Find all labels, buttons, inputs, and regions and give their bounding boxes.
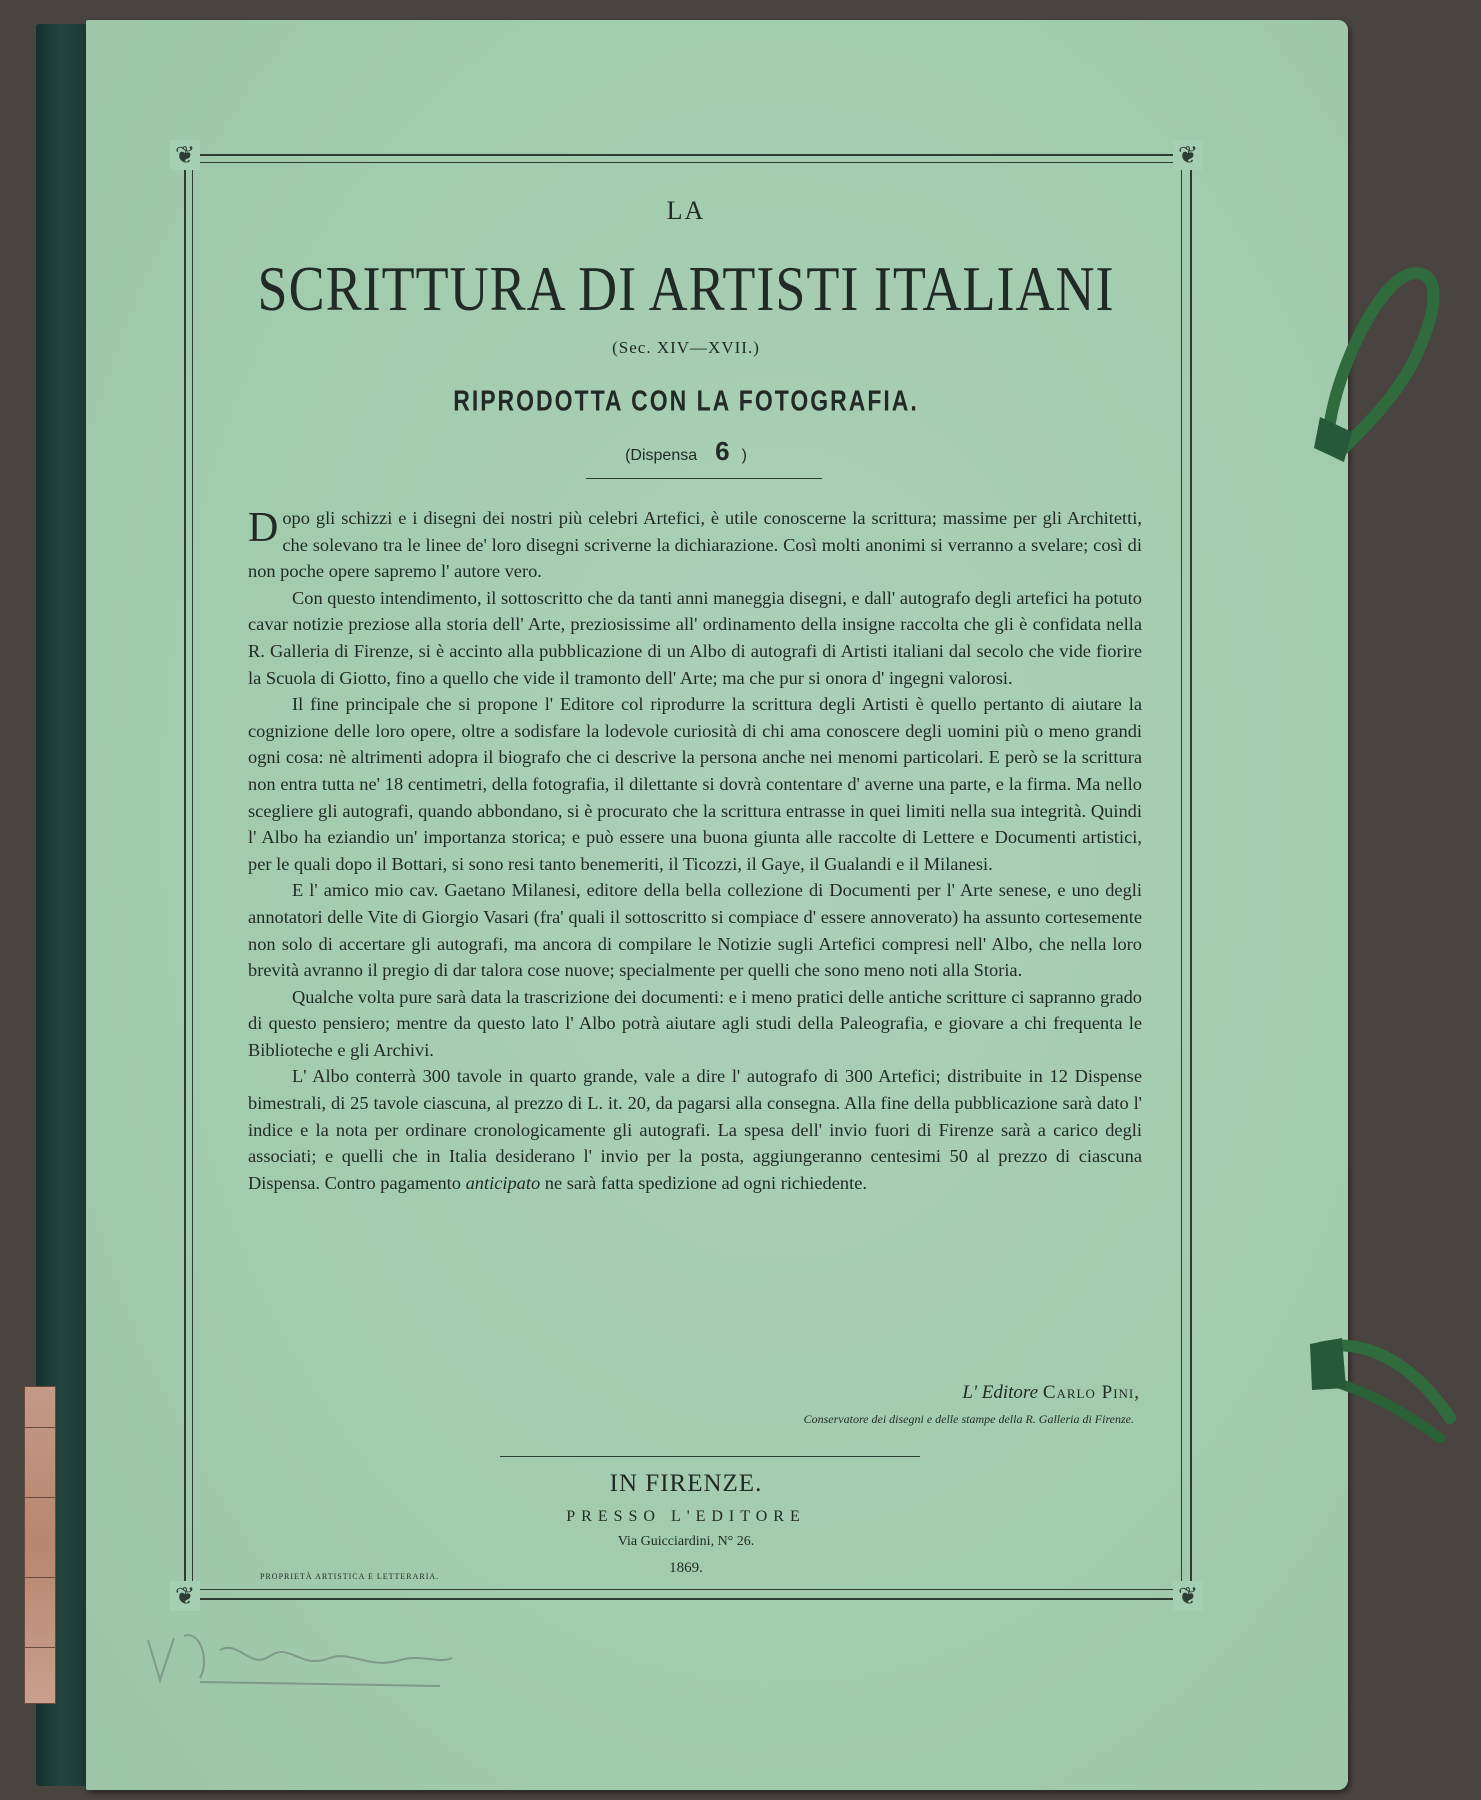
paragraph-text: ne sarà fatta spedizione ad ogni richiedente. [544, 1172, 867, 1193]
drop-cap: D [248, 505, 279, 551]
divider [500, 1456, 920, 1457]
corner-ornament-icon: ❦ [1173, 140, 1203, 170]
issue-close: ) [741, 447, 747, 464]
editor-name: Carlo Pini, [1042, 1382, 1140, 1403]
imprint-address: Via Guicciardini, N° 26. [617, 1534, 755, 1549]
copyright-notice: PROPRIETÀ ARTISTICA E LETTERARIA. [260, 1572, 440, 1581]
imprint-year: 1869. [669, 1560, 703, 1576]
signature-prefix: L' Editore [962, 1382, 1039, 1403]
ribbon-tie-top[interactable] [1300, 262, 1450, 492]
issue-label: (Dispensa [625, 447, 698, 464]
handwritten-mark [140, 1620, 460, 1690]
paragraph: Con questo intendimento, il sottoscritto che da tanti anni maneggia disegni, e dall' autografo degli artefici ha potuto cavar notizie preziose alla storia dell' Arte, preziosissime all' ordinamento della insigne raccolta che gli è confidata nella R. Galleria di Firenze, si è accinto alla pubblicazione di un Albo di autografi di Artisti italiani dal secolo che vide fiorire la Scuola di Giotto, fino a quello che vide il tramonto dell' Arte; ma che pur si onora d' ingegni valorosi. [248, 587, 1142, 688]
paragraph: E l' amico mio cav. Gaetano Milanesi, editore della bella collezione di Documenti per l' Arte senese, e uno degli annotatori delle Vite di Giorgio Vasari (fra' quali il sottoscritto si compiace d' essere annoverato) ha assunto cortesemente non solo di accertare gli autografi, ma ancora di compilare le Notizie sugli Artefici compresi nell' Albo, che nella loro brevità avranno il pregio di dar talora cose nuove; specialmente per quelli che sono meno noti alla Storia. [248, 880, 1142, 981]
period-subtitle: (Sec. XIV—XVII.) [612, 338, 760, 357]
paragraph-text: L' Albo conterrà 300 tavole in quarto grande, vale a dire l' autografo di 300 Artefici; distribuite in 12 Dispense bimestrali, di 25 tavole ciascuna, al prezzo di L. it. 20, da pagarsi alla consegna. Alla fine della pubblicazione sarà dato l' indice e la nota per ordinare cronologicamente gli autografi. La spesa dell' invio fuori di Firenze sarà a carico degli associati; e quelli che in Italia desiderano l' invio per la posta, aggiungeranno centesimi 50 al prezzo di ciascuna Dispensa. Contro pagamento [248, 1066, 1142, 1193]
corner-ornament-icon: ❦ [1173, 1581, 1203, 1611]
paragraph [248, 1063, 1142, 1196]
prospectus-text [248, 505, 1142, 1196]
editor-signature [560, 1382, 1140, 1404]
imprint-city: IN FIRENZE. [609, 1470, 763, 1497]
issue-value: 6 [715, 436, 730, 466]
paragraph: Qualche volta pure sarà data la trascrizione dei documenti: e i meno pratici delle antiche scritture ci sapranno grado di questo pensiero; mentre da questo lato l' Albo potrà aiutare agli studi della Paleografia, e giovare a chi frequenta le Biblioteche e gli Archivi. [248, 986, 1142, 1060]
method-subtitle: RIPRODOTTA CON LA FOTOGRAFIA. [453, 384, 919, 417]
corner-ornament-icon: ❦ [170, 1581, 200, 1611]
corner-ornament-icon: ❦ [170, 140, 200, 170]
paragraph: Il fine principale che si propone l' Editore col riprodurre la scrittura degli Artisti è quello pertanto di aiutare la cognizione delle loro opere, oltre a sodisfare la lodevole curiosità di chi ama conoscere degli uomini più o meno grandi ogni cosa: nè altrimenti adopra il biografo che ci descrive la persona anche nei menomi particolari. E però se la scrittura non entra tutta ne' 18 centimetri, della fotografia, il dilettante si dovrà contentare d' averne una parte, e la firma. Ma nello scegliere gli autografi, quando abbondano, si è procurato che la scrittura entrasse in quei limiti nella sua integrità. Quindi l' Albo ha eziandio un' importanza storica; e può essere una buona giunta alle raccolte di Lettere e Documenti artistici, per le quali dopo il Bottari, si sono resi tanto benemeriti, il Ticozzi, il Gaye, il Gualandi e il Milanesi. [248, 694, 1142, 874]
ribbon-tie-bottom[interactable] [1300, 1318, 1460, 1448]
imprint-publisher: PRESSO L'EDITORE [566, 1508, 806, 1525]
emphasis: anticipato [465, 1172, 541, 1193]
editor-role: Conservatore dei disegni e delle stampe della R. Galleria di Firenze. [803, 1412, 1134, 1426]
divider [586, 478, 822, 479]
title-article: LA [666, 196, 706, 225]
library-label [24, 1386, 56, 1704]
paragraph-text: opo gli schizzi e i disegni dei nostri più celebri Artefici, è utile conoscerne la scrittura; massime per gli Architetti, che solevano tra le linee de' loro disegni scriverne la dichiarazione. Così molti anonimi si verranno a svelare; così di non poche opere sapremo l' autore vero. [248, 508, 1142, 582]
paragraph [248, 505, 1142, 585]
issue-number [192, 436, 1180, 467]
page-title: SCRITTURA DI ARTISTI ITALIANI [257, 253, 1115, 324]
